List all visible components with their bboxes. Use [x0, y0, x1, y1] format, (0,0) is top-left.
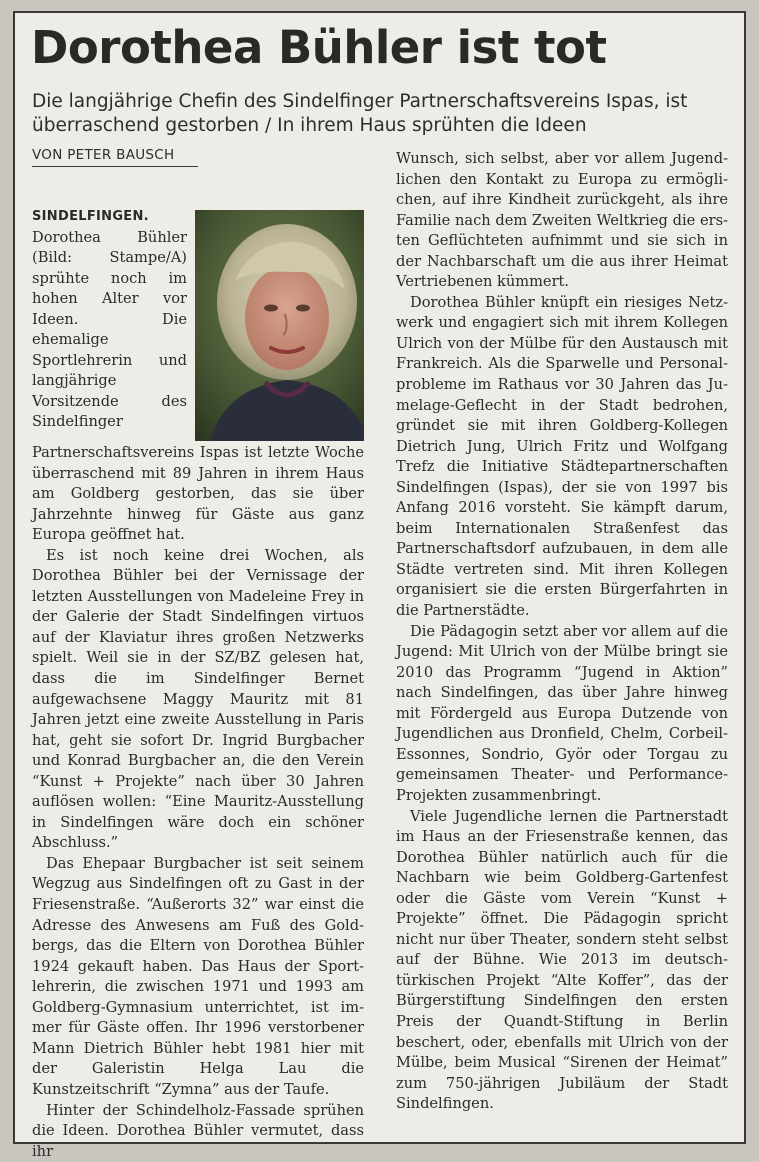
portrait-photo — [195, 210, 364, 441]
article-byline: VON PETER BAUSCH — [32, 147, 198, 167]
paragraph-3: Das Ehepaar Burgbacher ist seit seinem Wegzug aus Sindelfingen oft zu Gast in der Friesenstraße. “Außerorts 32” war einst die Adresse des Anwesens am Fuß des Goldbergs, das die Eltern von Dorothea Bühler 1924 gekauft haben. Das Haus der Sportlehrerin, die zwischen 1971 und 1993 am Goldberg-Gymnasium unterrichtet, ist immer für Gäste offen. Ihr 1996 verstorbener Mann Dietrich Bühler hebt 1981 hier mit der Galeristin Helga Lau die Kunstzeitschrift “Zymna” aus der Taufe. — [32, 854, 364, 1101]
paragraph-1 — [32, 206, 364, 546]
paragraph-2: Es ist noch keine drei Wochen, als Dorothea Bühler bei der Vernissage der letzten Ausstellungen von Madeleine Frey in der Galerie der Stadt Sindelfingen virtuos auf der Klaviatur ihres großen Netzwerks spielt. Weil sie in der SZ/BZ gelesen hat, dass die im Sindelfinger Bernet aufgewachsene Maggy Mauritz mit 81 Jahren jetzt eine zweite Ausstellung in Paris hat, geht sie sofort Dr. Ingrid Burgbacher und Konrad Burgbacher an, die den Verein “Kunst + Projekte” nach über 30 Jahren auflösen wollen: “Eine Mauritz-Ausstellung in Sindelfingen wäre doch ein schöner Abschluss.” — [32, 546, 364, 854]
dateline: SINDELFINGEN. — [32, 209, 149, 224]
paragraph-6: Dorothea Bühler knüpft ein riesiges Netzwerk und engagiert sich mit ihrem Kollegen Ulrich von der Mülbe für den Austausch mit Frankreich. Als die Sparwelle und Personalprobleme im Rathaus vor 30 Jahren das Jumelage-Geflecht in der Stadt bedrohen, gründet sie mit ihren Goldberg-Kollegen Dietrich Jung, Ulrich Fritz und Wolfgang Trefz die Initiative Städtepartnerschaften Sindelfingen (Ispas), der sie von 1997 bis Anfang 2016 vorsteht. Sie kämpft darum, beim Internationalen Straßenfest das Partnerschaftsdorf aufzubauen, in dem alle Städte vertreten sind. Mit ihren Kollegen organisiert sie die ersten Bürgerfahrten in die Partnerstädte. — [396, 293, 728, 622]
paragraph-1-text: Dorothea Bühler (Bild: Stampe/A) sprühte noch im hohen Alter vor Ideen. Die ehemalige Sportlehrerin und langjährige Vorsitzende des Sindelfinger Partnerschaftsvereins Ispas ist letzte Woche überraschend mit 89 Jahren in ihrem Haus am Goldberg gestorben, das sie über Jahrzehnte hinweg für Gäste aus ganz Europa geöffnet hat. — [32, 229, 364, 544]
paragraph-4: Hinter der Schindelholz-Fassade sprühen die Ideen. Dorothea Bühler vermutet, dass ihr — [32, 1101, 364, 1162]
paragraph-7: Die Pädagogin setzt aber vor allem auf die Jugend: Mit Ulrich von der Mülbe bringt sie 2010 das Programm “Jugend in Aktion” nach Sindelfingen, das über Jahre hinweg mit Fördergeld aus Europa Dutzende von Jugendlichen aus Dronfield, Chelm, Corbeil-Essonnes, Sondrio, Györ oder Torgau zu gemeinsamen Theater- und Performance-Projekten zusammenbringt. — [396, 622, 728, 807]
paragraph-8: Viele Jugendliche lernen die Partnerstadt im Haus an der Friesenstraße kennen, das Dorothea Bühler natürlich auch für die Nachbarn wie beim Goldberg-Gartenfest oder die Gäste vom Verein “Kunst + Projekte” öffnet. Die Pädagogin spricht nicht nur über Theater, sondern steht selbst auf der Bühne. Wie 2013 im deutsch-türkischen Projekt “Alte Koffer”, das der Bürgerstiftung Sindelfingen den ersten Preis der Quandt-Stiftung in Berlin beschert, oder, ebenfalls mit Ulrich von der Mülbe, beim Musical “Sirenen der Heimat” zum 750-jährigen Jubiläum der Stadt Sindelfingen. — [396, 807, 728, 1115]
article-column-right — [396, 149, 728, 1115]
portrait-photo-graphic — [195, 210, 364, 441]
article-subheadline: Die langjährige Chefin des Sindelfinger Partnerschaftsvereins Ispas, ist überraschend gestorben / In ihrem Haus sprühten die Ideen — [32, 90, 732, 138]
paragraph-5: Wunsch, sich selbst, aber vor allem Jugendlichen den Kontakt zu Europa zu ermöglichen, auf ihre Kindheit zurückgeht, als ihre Familie nach dem Zweiten Weltkrieg die ersten Geflüchteten aufnimmt und sie sich in der Nachbarschaft um die aus ihrer Heimat Vertriebenen kümmert. — [396, 149, 728, 293]
newspaper-clipping — [13, 11, 746, 1144]
article-headline: Dorothea Bühler ist tot — [31, 21, 606, 74]
article-column-left — [32, 206, 364, 1162]
